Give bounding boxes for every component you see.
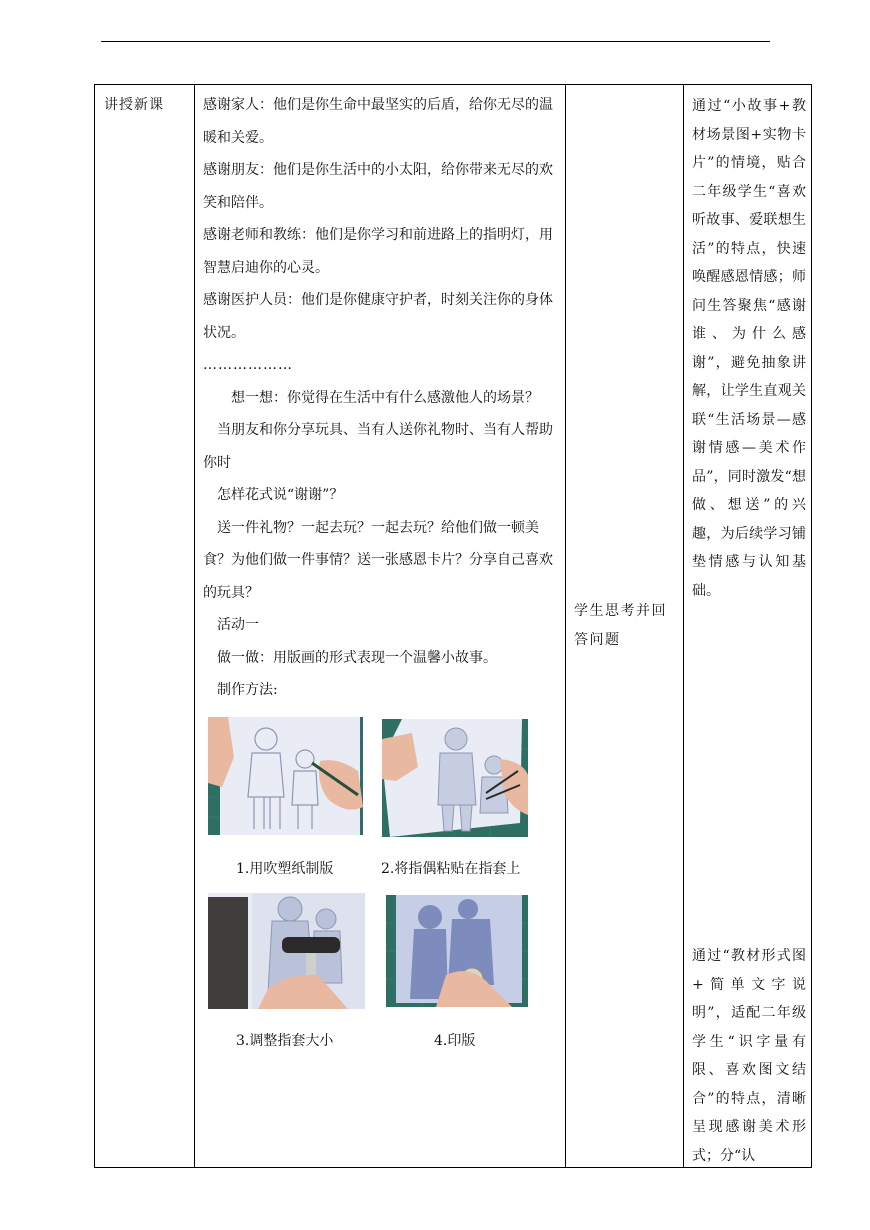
thanks-teachers: 感谢老师和教练：他们是你学习和前进路上的指明灯，用智慧启迪你的心灵。 xyxy=(203,227,553,276)
design-note-1: 通过“小故事+教材场景图+实物卡片”的情境，贴合二年级学生“喜欢听故事、爱联想生活”的特点，快速唤醒感恩情感；师问生答聚焦“感谢谁、为什么感谢”，避免抽象讲解，让学生直观关联“生活场景—感谢情感—美术作品”，同时激发“想做、想送”的兴趣，为后续学习铺垫情感与认知基础。 xyxy=(692,98,806,599)
design-note-2: 通过“教材形式图+简单文字说明”，适配二年级学生“识字量有限、喜欢图文结合”的特点，清晰呈现感谢美术形式；分“认 xyxy=(692,948,806,1164)
how-question: 怎样花式说“谢谢”？ xyxy=(217,487,344,503)
step1-photo xyxy=(208,717,363,835)
activity-heading: 活动一 xyxy=(217,617,259,633)
think-prompt: 想一想：你觉得在生活中有什么感激他人的场景？ xyxy=(231,389,539,406)
thanks-friends: 感谢朋友：他们是你生活中的小太阳，给你带来无尽的欢笑和陪伴。 xyxy=(203,162,553,211)
step3-caption: 3.调整指套大小 xyxy=(236,1032,334,1049)
step4-photo xyxy=(386,895,528,1007)
step4-caption: 4.印版 xyxy=(434,1032,476,1049)
step2-caption: 2.将指偶粘贴在指套上 xyxy=(381,860,521,877)
thanks-family: 感谢家人：他们是你生命中最坚实的后盾，给你无尽的温暖和关爱。 xyxy=(203,97,553,146)
scene-text: 当朋友和你分享玩具、当有人送你礼物时、当有人帮助你时 xyxy=(203,422,553,471)
method-figures xyxy=(203,717,559,1087)
step1-caption: 1.用吹塑纸制版 xyxy=(236,860,334,877)
student-activity: 学生思考并回答问题 xyxy=(566,85,684,1168)
thanks-medical: 感谢医护人员：他们是你健康守护者，时刻关注你的身体状况。 xyxy=(203,292,553,341)
ellipsis: ……………… xyxy=(203,357,293,373)
table-row xyxy=(95,85,812,1168)
stage-label: 讲授新课 xyxy=(95,85,195,1168)
ideas-text: 送一件礼物？一起去玩？一起去玩？给他们做一顿美食？为他们做一件事情？送一张感恩卡片？分享自己喜欢的玩具？ xyxy=(203,519,553,601)
task-text: 做一做：用版画的形式表现一个温馨小故事。 xyxy=(217,649,497,666)
lesson-table xyxy=(94,84,812,1168)
step2-photo xyxy=(382,719,528,837)
teaching-content xyxy=(195,85,566,1168)
method-heading: 制作方法: xyxy=(217,682,278,698)
design-intent xyxy=(684,85,812,1168)
header-rule xyxy=(101,41,770,42)
step3-photo xyxy=(208,893,365,1009)
